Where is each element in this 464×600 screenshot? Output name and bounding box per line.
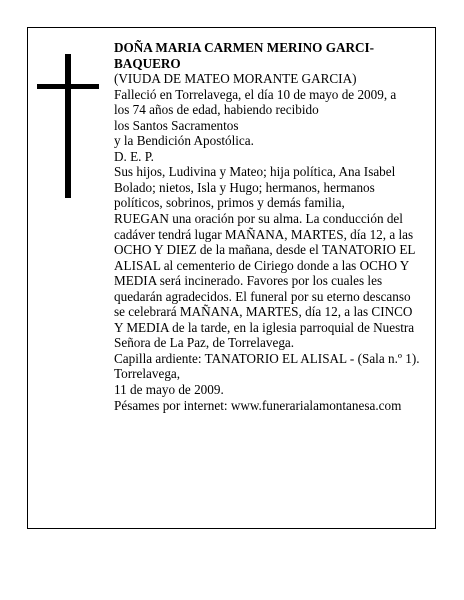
death-line-4: y la Bendición Apostólica. (114, 133, 254, 149)
capilla-line: Capilla ardiente: TANATORIO EL ALISAL - (Sala n.º 1). (114, 350, 420, 366)
cross-icon (37, 54, 99, 198)
place-line: Torrelavega, (114, 366, 181, 382)
death-line-2: los 74 años de edad, habiendo recibido (114, 102, 319, 118)
death-line-3: los Santos Sacramentos (114, 117, 239, 133)
obituary-text (114, 40, 424, 413)
family-paragraph: Sus hijos, Ludivina y Mateo; hija política, Ana Isabel Bolado; nietos, Isla y Hugo; hermanos, hermanos políticos, sobrinos, primos y demás familia, (114, 164, 396, 211)
deceased-name: DOÑA MARIA CARMEN MERINO GARCI-BAQUERO (114, 40, 375, 71)
widow-of-line: (VIUDA DE MATEO MORANTE GARCIA) (114, 71, 357, 87)
cross-vertical-bar (65, 54, 71, 198)
ruegan-paragraph: RUEGAN una oración por su alma. La conducción del cadáver tendrá lugar MAÑANA, MARTES, día 12, a las OCHO Y DIEZ de la mañana, desde el TANATORIO EL ALISAL al cementerio de Ciriego donde a las OCHO Y MEDIA será incinerado. Favores por los cuales les quedarán agradecidos. El funeral por su eterno descanso se celebrará MAÑANA, MARTES, día 12, a las CINCO Y MEDIA de la tarde, en la iglesia parroquial de Nuestra Señora de La Paz, de Torrelavega. (114, 211, 415, 351)
rip-line: D. E. P. (114, 148, 154, 164)
date-line: 11 de mayo de 2009. (114, 382, 224, 398)
condolences-line: Pésames por internet: www.funerarialamontanesa.com (114, 397, 402, 413)
cross-horizontal-bar (37, 84, 99, 89)
death-line-1: Falleció en Torrelavega, el día 10 de mayo de 2009, a (114, 86, 397, 102)
